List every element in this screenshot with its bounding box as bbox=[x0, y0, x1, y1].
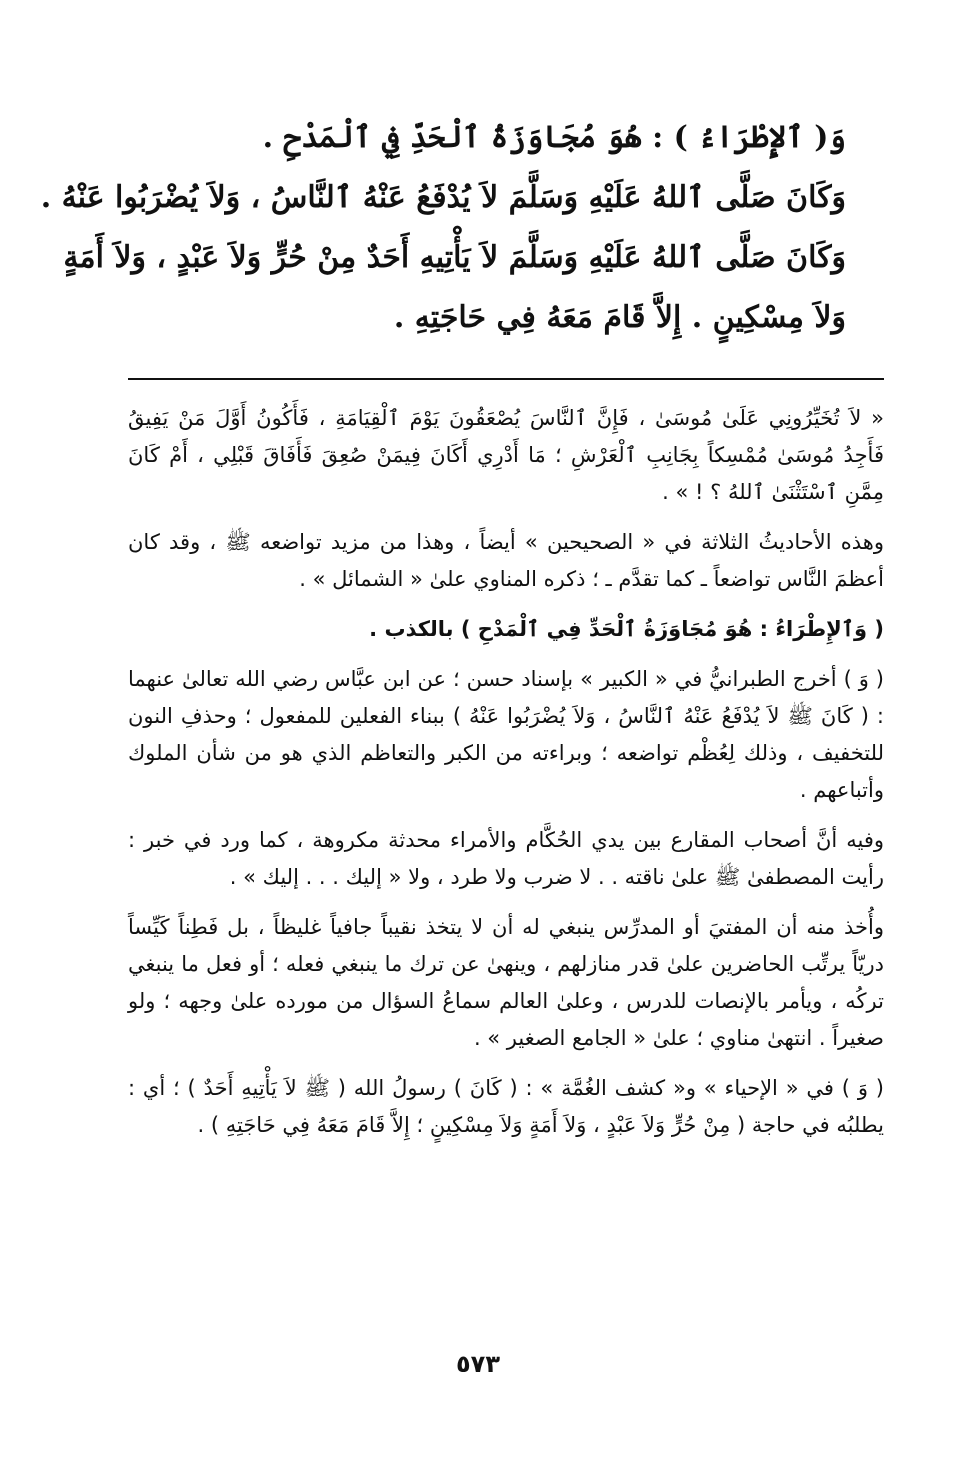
main-line: وَكَانَ صَلَّى ٱللهُ عَلَيْهِ وَسَلَّمَ لاَ يَأْتِيهِ أَحَدٌ مِنْ حُرٍّ وَلاَ عَبْدٍ ، وَلاَ أَمَةٍ bbox=[63, 240, 846, 275]
commentary-paragraph: ( وَ ) في « الإحياء » و« كشف الغُمَّة » : ( كَانَ ) رسولُ الله ( ﷺ لاَ يَأْتِيهِ أَحَدٌ ) ؛ أي : يطلبُه في حاجة ( مِنْ حُرٍّ وَلاَ عَبْدٍ ، وَلاَ أَمَةٍ وَلاَ مِسْكِينٍ ؛ إِلاَّ قَامَ مَعَهُ فِي حَاجَتِهِ ) . bbox=[128, 1076, 884, 1137]
commentary-paragraph: وهذه الأحاديثُ الثلاثة في « الصحيحين » أيضاً ، وهذا من مزيد تواضعه ﷺ ، وقد كان أعظمَ النَّاس تواضعاً ـ كما تقدَّم ـ ؛ ذكره المناوي علىٰ « الشمائل » . bbox=[128, 530, 884, 591]
commentary-paragraph: ( وَٱلإِطْرَاءُ : هُوَ مُجَاوَزَةُ ٱلْحَدِّ فِي ٱلْمَدْحِ ) بالكذب . bbox=[369, 617, 884, 641]
main-text-block bbox=[40, 108, 846, 348]
commentary-paragraph: وأُخذ منه أن المفتيَ أو المدرِّس ينبغي له أن لا يتخذ نقيباً جافياً غليظاً ، بل فَطِناً كَيِّساً دريّاً يرتِّب الحاضرين علىٰ قدر منازلهم ، وينهىٰ عن ترك ما ينبغي فعله ؛ أو فعل ما ينبغي تركُه ، ويأمر بالإنصات للدرس ، وعلىٰ العالم سماعُ السؤال من مورده علىٰ وجهه ؛ ولو صغيراً . انتهىٰ مناوي ؛ علىٰ « الجامع الصغير » . bbox=[128, 915, 884, 1050]
commentary-paragraph: « لاَ تُخَيِّرُونِي عَلَىٰ مُوسَىٰ ، فَإِنَّ ٱلنَّاسَ يُصْعَقُونَ يَوْمَ ٱلْقِيَامَةِ ، فَأَكُونُ أَوَّلَ مَنْ يَفِيقُ فَأَجِدُ مُوسَىٰ مُمْسِكاً بِجَانِبِ ٱلْعَرْشِ ؛ مَا أَدْرِي أَكَانَ فِيمَنْ صُعِقَ فَأَفَاقَ قَبْلِي ، أَمْ كَانَ مِمَّنِ ٱسْتَثْنَىٰ ٱللهُ ؟ ! » . bbox=[128, 406, 884, 504]
footnote-divider bbox=[128, 378, 884, 380]
main-line: وَ( ٱلإِطْرَاءُ ) : هُوَ مُجَاوَزَةُ ٱلْحَدِّ فِي ٱلْمَدْحِ . bbox=[262, 120, 846, 155]
commentary-block bbox=[128, 400, 884, 1157]
commentary-paragraph: ( وَ ) أخرج الطبرانيُّ في « الكبير » بإسناد حسن ؛ عن ابن عبَّاس رضي الله تعالىٰ عنهما : ( كَانَ ﷺ لاَ يُدْفَعُ عَنْهُ ٱلنَّاسُ ، وَلاَ يُضْرَبُوا عَنْهُ ) ببناء الفعلين للمفعول ؛ وحذفِ النون للتخفيف ، وذلك لِعُظْم تواضعه ؛ وبراءته من الكبر والتعاظم الذي هو من شأن الملوك وأتباعهم . bbox=[128, 667, 884, 802]
main-line: وَلاَ مِسْكِينٍ . إِلاَّ قَامَ مَعَهُ فِي حَاجَتِهِ . bbox=[393, 300, 846, 335]
commentary-paragraph: وفيه أنَّ أصحاب المقارع بين يدي الحُكَّام والأمراء محدثة مكروهة ، كما ورد في خبر : رأيت المصطفىٰ ﷺ علىٰ ناقته . . لا ضرب ولا طرد ، ولا « إليك . . . إليك » . bbox=[128, 828, 884, 889]
page-number: ٥٧٣ bbox=[456, 1350, 500, 1378]
main-line: وَكَانَ صَلَّى ٱللهُ عَلَيْهِ وَسَلَّمَ لاَ يُدْفَعُ عَنْهُ ٱلنَّاسُ ، وَلاَ يُضْرَبُوا عَنْهُ . bbox=[40, 180, 846, 215]
